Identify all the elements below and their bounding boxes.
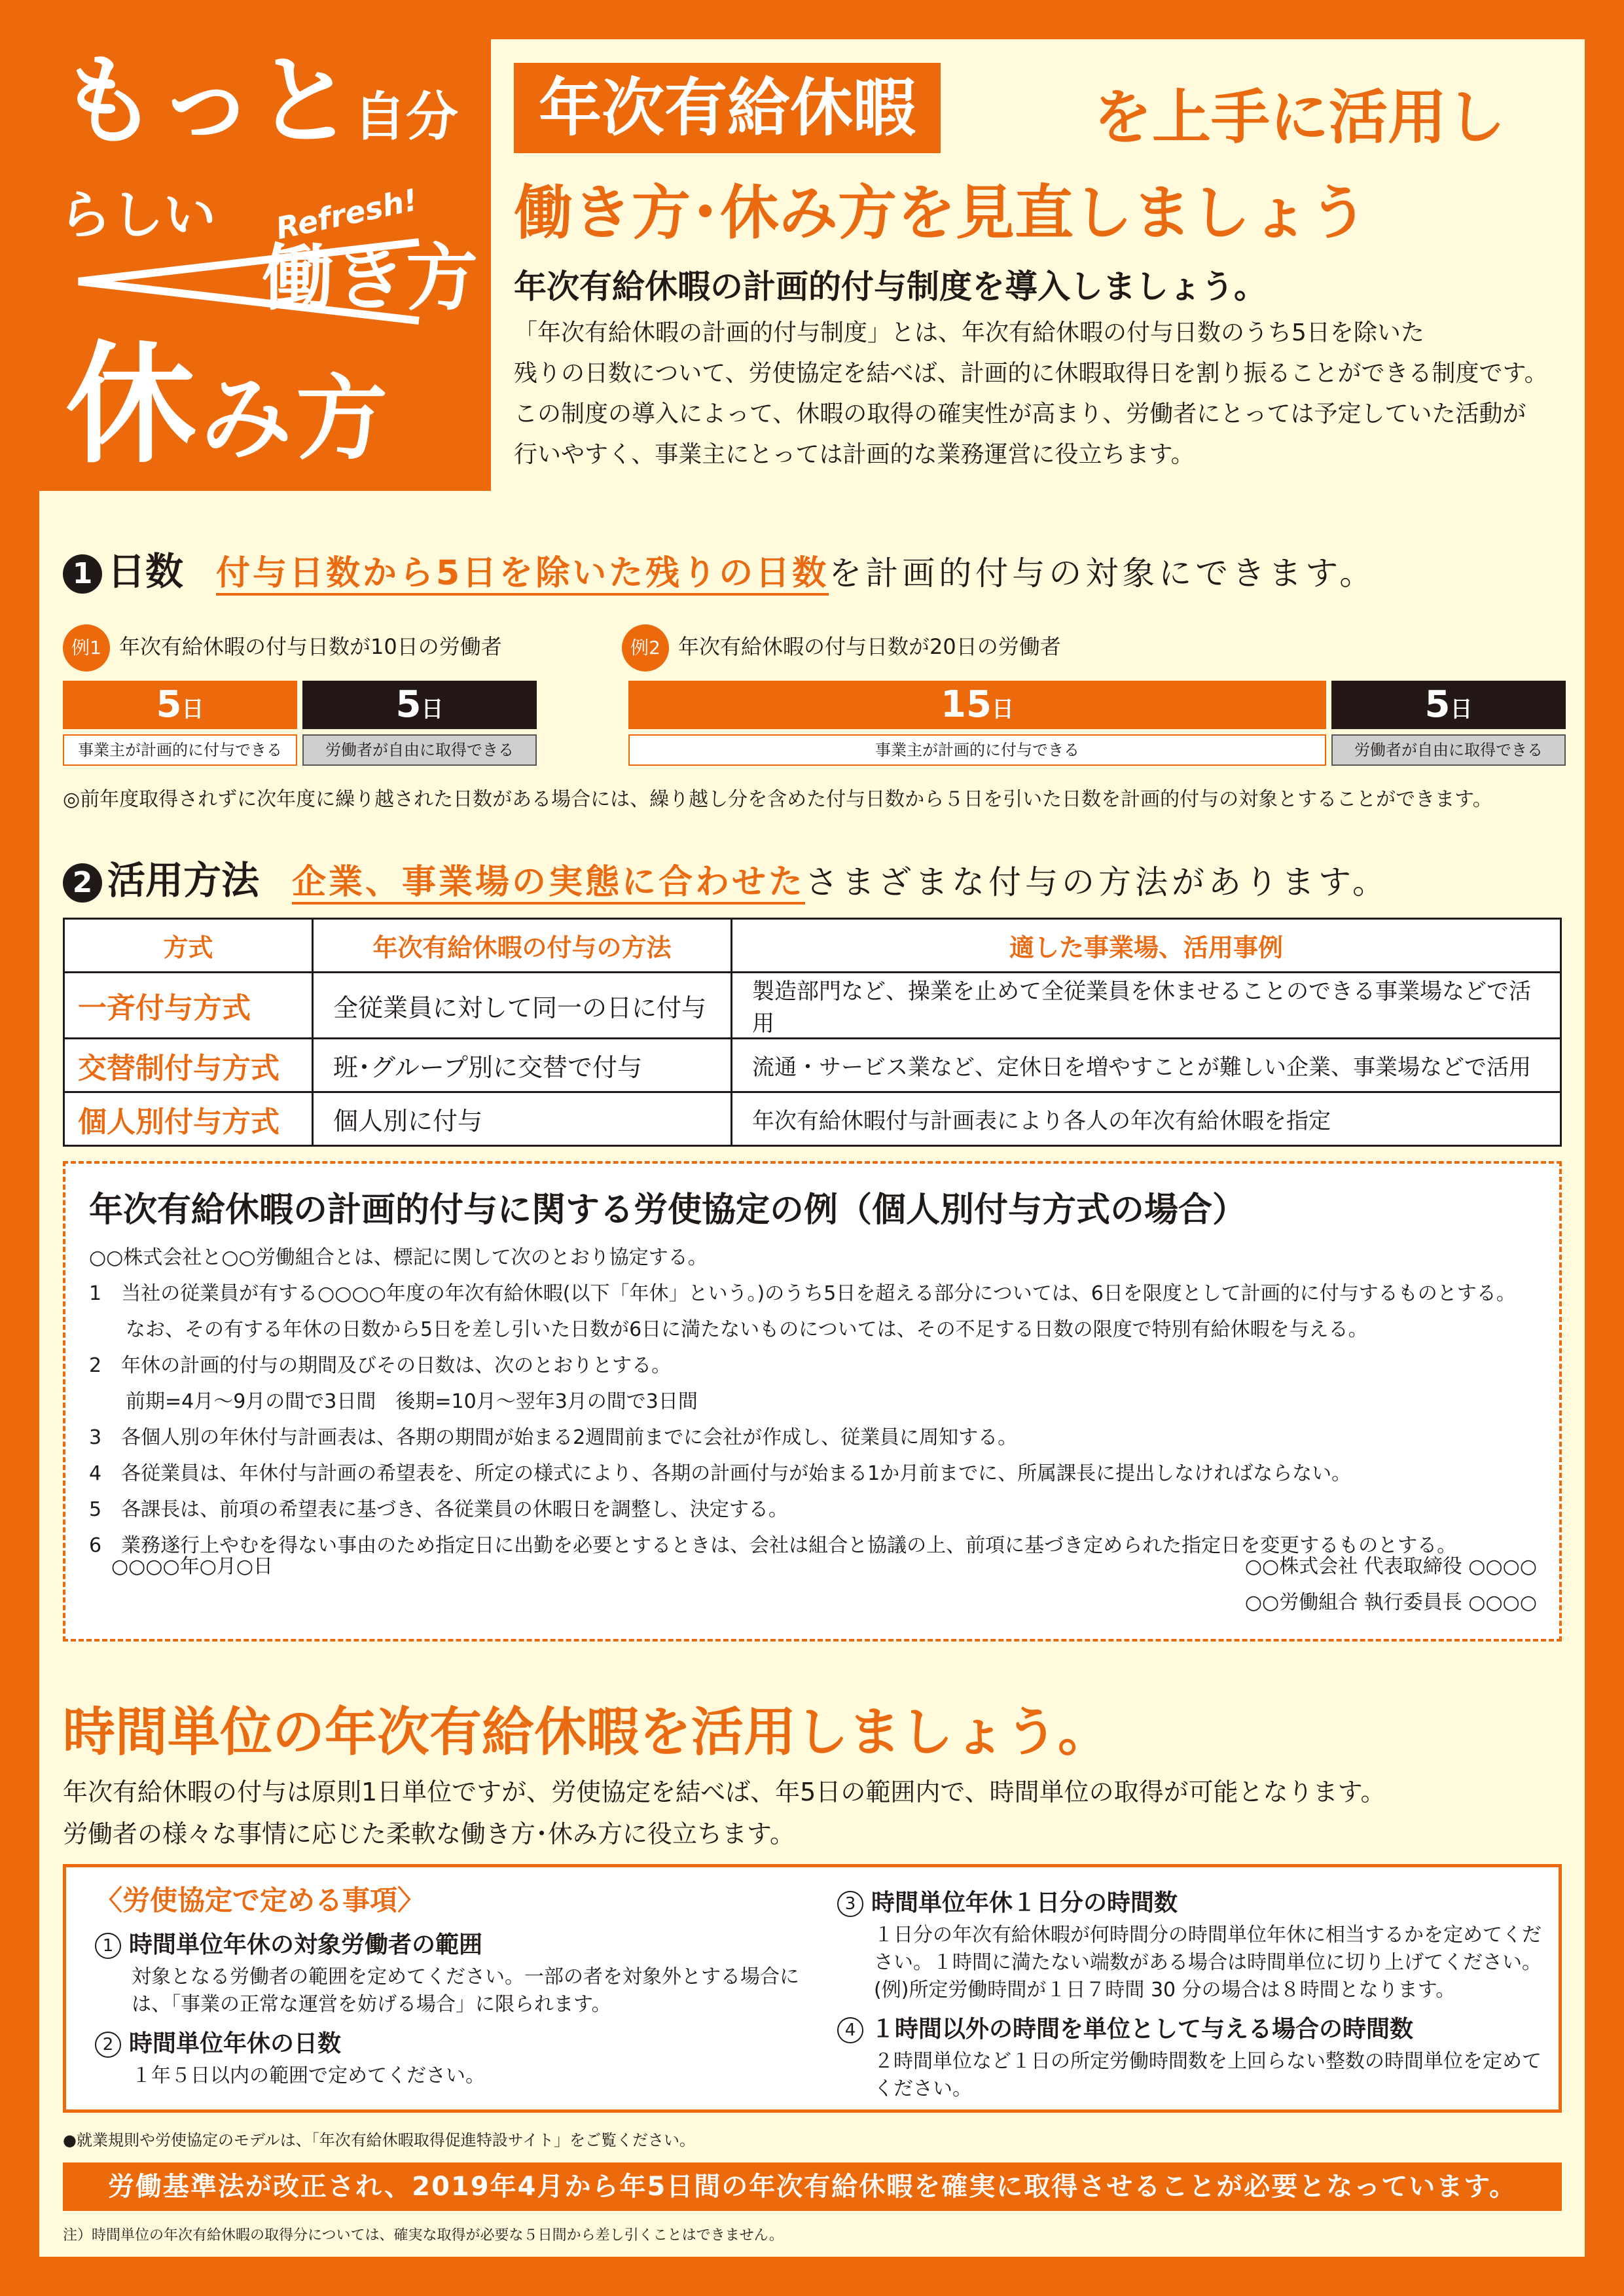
bar-unit: 日 [991,696,1014,723]
section1-rest: を計画的付与の対象にできます。 [829,554,1377,592]
item-body: ２時間単位など１日の所定労働時間数を上回らない整数の時間単位を定めてください。 [874,2050,1542,2100]
table-header: 適した事業場、活用事例 [732,919,1561,973]
intro-line: 「年次有給休暇の計画的付与制度」とは、年次有給休暇の付与日数のうち5日を除いた [514,319,1424,346]
section2-heading [63,850,1389,905]
method-name: 個人別付与方式 [64,1092,313,1146]
item-title: 時間単位年休の日数 [129,2030,342,2057]
example2-label [622,624,1061,672]
example2-badge: 例2 [622,624,669,672]
agreement-line: 5 各課長は、前項の希望表に基づき、各従業員の休暇日を調整し、決定する。 [89,1498,788,1521]
hourly-body [63,1771,1386,1855]
item-heading [837,2011,1544,2044]
hourly-title: 時間単位の年次有給休暇を活用しましょう。 [63,1702,1110,1763]
table-header: 方式 [64,919,313,973]
agreement-title: 年次有給休暇の計画的付与に関する労使協定の例（個人別付与方式の場合） [89,1191,1247,1230]
section2-highlight: 企業、事業場の実態に合わせた [292,863,805,905]
item-body: １日分の年次有給休暇が何時間分の時間単位年休に相当するかを定めてください。１時間に満たない端数がある場合は時間単位に切り上げてください。(例)所定労働時間が１日７時間 30 分の場合は８時間となります。 [874,1924,1542,2001]
bar-value: 15 [941,683,992,726]
item-number: 4 [837,2017,863,2043]
items-box-heading: 〈労使協定で定める事項〉 [95,1884,425,1916]
intro-line: この制度の導入によって、休暇の取得の確実性が高まり、労働者にとっては予定していた活動が [514,401,1526,427]
item-title: １時間以外の時間を単位として与える場合の時間数 [871,2016,1414,2043]
example1-bar-employer [63,681,297,729]
agreement-line: 3 各個人別の年休付与計画表は、各期の期間が始まる2週間前までに会社が作成し、従業員に周知する。 [89,1426,1018,1449]
item-number: 3 [837,1891,863,1917]
bar-unit: 日 [1450,696,1473,723]
section1-highlight: 付与日数から5日を除いた残りの日数 [216,554,829,596]
model-site-note: ●就業規則や労使協定のモデルは、「年次有給休暇取得促進特設サイト」をご覧ください。 [63,2131,696,2149]
signature-company: ○○株式会社 代表取締役 ○○○○ [1244,1555,1537,1578]
logo-line1-big: もっと [59,45,354,158]
item-title: 時間単位年休の対象労働者の範囲 [129,1931,483,1958]
method-how: 全従業員に対して同一の日に付与 [313,973,732,1039]
example2-caption-employer: 事業主が計画的に付与できる [628,734,1326,766]
intro-body [514,313,1574,475]
hourly-body-line: 年次有給休暇の付与は原則1日単位ですが、労使協定を結べば、年5日の範囲内で、時間単位の取得が可能となります。 [63,1778,1386,1806]
bar-value: 5 [156,683,182,726]
headline-rest: を上手に活用し [1093,83,1506,152]
intro-line: 行いやすく、事業主にとっては計画的な業務運営に役立ちます。 [514,441,1195,468]
table-header: 年次有給休暇の付与の方法 [313,919,732,973]
carryover-note: ◎前年度取得されずに次年度に繰り越された日数がある場合には、繰り越し分を含めた付与日数から５日を引いた日数を計画的付与の対象とすることができます。 [63,788,1492,811]
method-example: 年次有給休暇付与計画表により各人の年次有給休暇を指定 [732,1092,1561,1146]
hourly-body-line: 労働者の様々な事情に応じた柔軟な働き方･休み方に役立ちます。 [63,1820,795,1848]
example2-bar-employer [628,681,1326,729]
example1-bar-worker [302,681,537,729]
example1-badge: 例1 [63,624,110,672]
example2-bar-worker [1331,681,1566,729]
table-row [64,1092,1561,1146]
table-row [64,1039,1561,1092]
agreement-lines [89,1240,1542,1564]
intro-line: 残りの日数について、労使協定を結べば、計画的に休暇取得日を割り振ることができる制度です。 [514,360,1548,387]
signature-union: ○○労働組合 執行委員長 ○○○○ [1244,1591,1537,1614]
bar-value: 5 [395,683,422,726]
intro-title: 年次有給休暇の計画的付与制度を導入しましょう。 [514,268,1267,306]
example1-label [63,624,502,672]
section2-rest: さまざまな付与の方法があります。 [805,863,1390,901]
logo-line1-small: 自分らしい [59,86,459,245]
agreement-line: 6 業務遂行上やむを得ない事由のため指定日に出勤を必要とするときは、会社は組合と協議の上、前項に基づき定められた指定日を変更するものとする。 [89,1534,1457,1557]
item-body: 対象となる労働者の範囲を定めてください。一部の者を対象外とする場合には、「事業の正常な運営を妨げる場合」に限られます。 [132,1965,799,2016]
agreement-line: なお、その有する年休の日数から5日を差し引いた日数が6日に満たないものについては、その不足する日数の限度で特別有給休暇を与える。 [126,1318,1368,1341]
logo-line2: 働き方 [262,236,478,320]
item-number: 2 [95,2032,121,2058]
method-example: 流通・サービス業など、定休日を増やすことが難しい企業、事業場などで活用 [732,1039,1561,1092]
agreement-line: 前期=4月～9月の間で3日間 後期=10月～翌年3月の間で3日間 [126,1390,698,1413]
item-heading [95,1926,815,1960]
method-example: 製造部門など、操業を止めて全従業員を休ませることのできる事業場などで活用 [732,973,1561,1039]
table-header-row [64,919,1561,973]
items-left-column [95,1879,815,2096]
logo-line3-big: 休 [65,329,201,482]
agreement-date: ○○○○年○月○日 [111,1555,274,1578]
agreement-line: ○○株式会社と○○労働組合とは、標記に関して次のとおり協定する。 [89,1246,708,1269]
logo-line3-small: み方 [200,366,392,473]
agreement-signatures [1245,1549,1537,1621]
footnote: 注）時間単位の年次有給休暇の取得分については、確実な取得が必要な５日間から差し引くことはできません。 [63,2227,784,2244]
agreement-line: 1 当社の従業員が有する○○○○年度の年次有給休暇(以下「年休」という。)のうち5日を超える部分については、6日を限度として計画的に付与するものとする。 [89,1282,1516,1305]
example1-caption-employer: 事業主が計画的に付与できる [63,734,297,766]
section2-title: 活用方法 [107,858,260,903]
method-name: 交替制付与方式 [64,1039,313,1092]
bar-value: 5 [1424,683,1451,726]
item-body: １年５日以内の範囲で定めてください。 [132,2064,485,2087]
headline-line2: 働き方･休み方を見直しましょう [514,179,1368,247]
headline-tag: 年次有給休暇 [514,63,941,153]
agreement-example-box [63,1161,1562,1641]
item-title: 時間単位年休１日分の時間数 [871,1890,1178,1916]
logo-refresh: Refresh! [272,181,421,247]
agreement-line: 2 年休の計画的付与の期間及びその日数は、次のとおりとする。 [89,1354,672,1377]
method-how: 個人別に付与 [313,1092,732,1146]
methods-table [63,918,1562,1147]
section1-title: 日数 [107,549,184,594]
example2-text: 年次有給休暇の付与日数が20日の労働者 [678,634,1061,659]
section1-heading [63,541,1376,596]
campaign-logo [39,39,491,491]
bar-unit: 日 [181,696,204,723]
table-row [64,973,1561,1039]
item-number: 1 [95,1933,121,1959]
agreement-items-box [63,1864,1562,2113]
item-heading [95,2025,815,2058]
bar-unit: 日 [421,696,444,723]
items-right-column [837,1879,1544,2109]
example1-text: 年次有給休暇の付与日数が10日の労働者 [119,634,502,659]
agreement-line: 4 各従業員は、年休付与計画の希望表を、所定の様式により、各期の計画付与が始まる1か月前までに、所属課長に提出しなければならない。 [89,1462,1352,1485]
law-revision-banner: 労働基準法が改正され、2019年4月から年5日間の年次有給休暇を確実に取得させることが必要となっています。 [63,2162,1562,2211]
method-name: 一斉付与方式 [64,973,313,1039]
example1-caption-worker: 労働者が自由に取得できる [302,734,537,766]
example2-caption-worker: 労働者が自由に取得できる [1331,734,1566,766]
method-how: 班･グループ別に交替で付与 [313,1039,732,1092]
section2-number: 2 [63,863,102,903]
section1-number: 1 [63,554,102,594]
item-heading [837,1884,1544,1918]
